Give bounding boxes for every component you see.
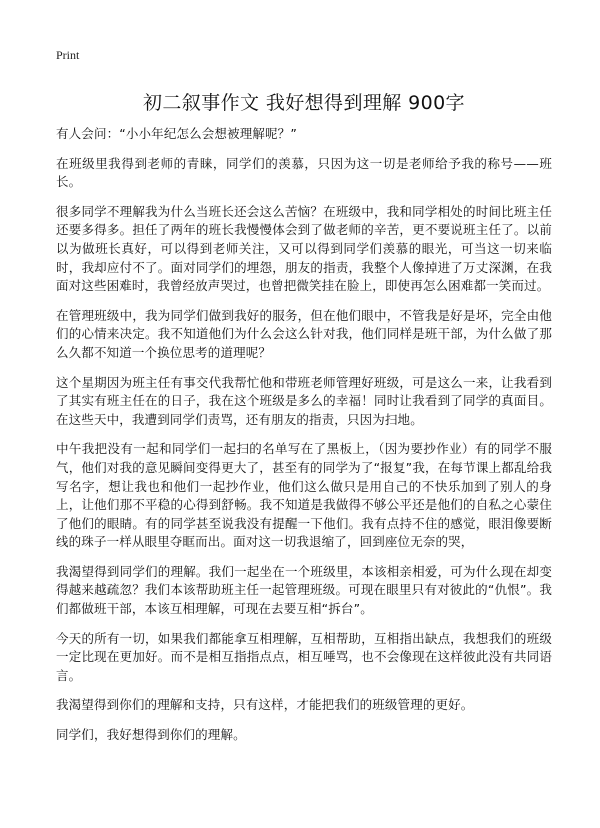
article-body [56,125,552,745]
paragraph: 有人会问：“小小年纪怎么会想被理解呢？” [56,126,297,141]
paragraph: 在班级里我得到老师的青睐，同学们的羡慕，只因为这一切是老师给予我的称号——班长。 [56,155,552,190]
paragraph: 中午我把没有一起和同学们一起扫的名单写在了黑板上，（因为要抄作业）有的同学不服气，他们对我的意见瞬间变得更大了，甚至有的同学为了“报复”我，在每节课上都乱给我写名字，想让我也和他们一起抄作业，他们这么做只是用自己的不快乐加到了别人的身上，让他们那不平稳的心得到舒畅。我不知道是我做得不够公平还是他们的自私之心蒙住了他们的眼睛。有的同学甚至说我没有提醒一下他们。我有点持不住的感觉，眼泪像要断线的珠子一样从眼里夺眶而出。面对这一切我退缩了，回到座位无奈的哭， [56,441,552,550]
paragraph: 今天的所有一切，如果我们都能拿互相理解，互相帮助，互相指出缺点，我想我们的班级一定比现在更加好。而不是相互指指点点，相互唾骂，也不会像现在这样彼此没有共同语言。 [56,630,552,683]
paragraph: 这个星期因为班主任有事交代我帮忙他和带班老师管理好班级，可是这么一来，让我看到了其实有班主任在的日子，我在这个班级是多么的幸福！同时让我看到了同学的真面目。在这些天中，我遭到同学们责骂，还有朋友的指责，只因为扫地。 [56,374,552,427]
paragraph: 我渴望得到同学们的理解。我们一起坐在一个班级里，本该相亲相爱，可为什么现在却变得越来越疏忽？我们本该帮助班主任一起管理班级。可现在眼里只有对彼此的“仇恨”。我们都做班干部，本该互相理解，可现在去要互相“拆台”。 [56,563,552,617]
paragraph: 同学们，我好想得到你们的理解。 [56,727,246,743]
print-link[interactable]: Print [56,48,80,62]
page-title: 初二叙事作文 我好想得到理解 900字 [143,92,465,114]
paragraph: 在管理班级中，我为同学们做到我好的服务，但在他们眼中，不管我是好是坏，完全由他们的心情来决定。我不知道他们为什么会这么针对我，他们同样是班干部，为什么做了那么久都不知道一个换位思考的道理呢？ [56,307,552,360]
paragraph: 我渴望得到你们的理解和支持，只有这样，才能把我们的班级管理的更好。 [56,697,474,713]
paragraph: 很多同学不理解我为什么当班长还会这么苦恼？在班级中，我和同学相处的时间比班主任还要多得多。担任了两年的班长我慢慢体会到了做老师的辛苦，更不要说班主任了。以前以为做班长真好，可以得到老师关注，又可以得到同学们羡慕的眼光，可当这一切来临时，我却应付不了。面对同学们的埋怨，朋友的指责，我整个人像掉进了万丈深渊，在我面对这些困难时，我曾经放声哭过，也曾把微笑挂在脸上，即使再怎么困难都一笑而过。 [56,203,552,294]
